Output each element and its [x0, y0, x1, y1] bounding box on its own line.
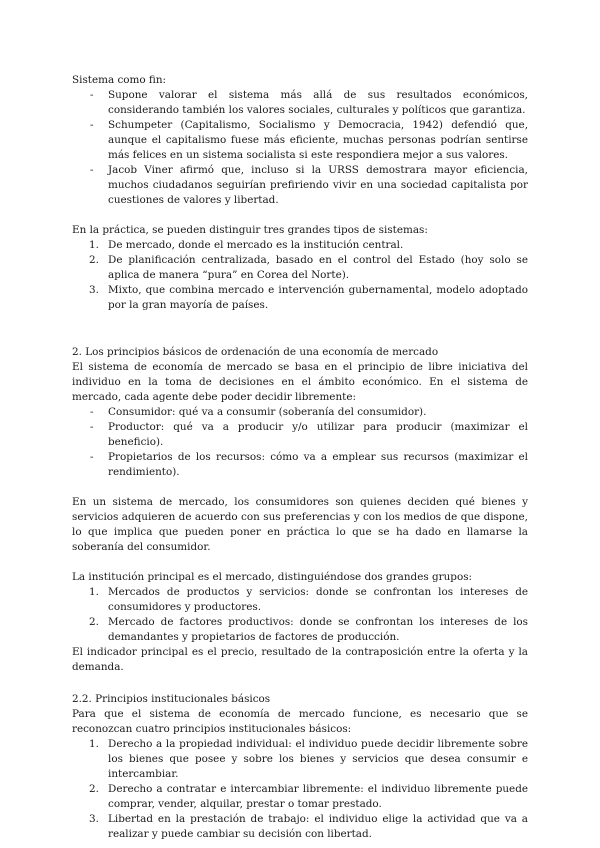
list-number: 2.: [89, 783, 99, 795]
list-item-text: De mercado, donde el mercado es la institución central.: [108, 239, 404, 251]
numbered-list-mercados: [72, 585, 528, 645]
list-item: [72, 585, 528, 615]
list-item: - Consumidor: qué va a consumir (soberanía del consumidor).: [72, 405, 528, 420]
list-item: [72, 812, 528, 842]
list-item: [72, 253, 528, 283]
list-item: - Jacob Viner afirmó que, incluso si la URSS demostrara mayor eficiencia, muchos ciudadanos seguirían prefiriendo vivir en una sociedad capitalista por cuestiones de valores y libertad.: [72, 163, 528, 208]
paragraph-principios-intro: Para que el sistema de economía de mercado funcione, es necesario que se reconozcan cuatro principios institucionales básicos:: [72, 708, 528, 735]
list-item: - Propietarios de los recursos: cómo va a emplear sus recursos (maximizar el rendimiento).: [72, 450, 528, 480]
list-item-text: Derecho a la propiedad individual: el individuo puede decidir libremente sobre los bienes que posee y sobre los bienes y servicios que desea consumir e intercambiar.: [108, 738, 528, 780]
document-page: [72, 73, 528, 842]
list-number: 3.: [89, 813, 99, 825]
section-heading-sistema-como-fin: Sistema como fin:: [72, 74, 167, 86]
list-item: [72, 782, 528, 812]
bullet-list-agentes: [72, 405, 528, 480]
paragraph-tipos-de-sistemas-intro: En la práctica, se pueden distinguir tres grandes tipos de sistemas:: [72, 224, 428, 236]
list-number: 2.: [89, 616, 99, 628]
list-item-text: De planificación centralizada, basado en el control del Estado (hoy solo se aplica de manera “pura” en Corea del Norte).: [108, 254, 528, 281]
list-item: [72, 737, 528, 782]
paragraph-indicador-precio: El indicador principal es el precio, resultado de la contraposición entre la oferta y la demanda.: [72, 646, 528, 673]
list-number: 3.: [89, 284, 99, 296]
paragraph-institucion-principal: La institución principal es el mercado, distinguiéndose dos grandes grupos:: [72, 571, 473, 583]
list-item: [72, 615, 528, 645]
list-item: - Schumpeter (Capitalismo, Socialismo y Democracia, 1942) defendió que, aunque el capitalismo fuese más eficiente, muchas personas podrían sentirse más felices en un sistema socialista si este respondiera mejor a sus valores.: [72, 118, 528, 163]
numbered-list-principios: [72, 737, 528, 842]
list-item-text: Mixto, que combina mercado e intervención gubernamental, modelo adoptado por la gran mayoría de países.: [108, 284, 528, 311]
list-item: - Productor: qué va a producir y/o utilizar para producir (maximizar el beneficio).: [72, 420, 528, 450]
list-item: - Supone valorar el sistema más allá de sus resultados económicos, considerando también los valores sociales, culturales y políticos que garantiza.: [72, 88, 528, 118]
list-item: [72, 238, 528, 253]
list-item-text: Mercados de productos y servicios: donde se confrontan los intereses de consumidores y productores.: [108, 586, 528, 613]
list-item-text: Libertad en la prestación de trabajo: el individuo elige la actividad que va a realizar y puede cambiar su decisión con libertad.: [108, 813, 528, 840]
bullet-list-sistema-como-fin: [72, 88, 528, 208]
list-number: 1.: [89, 586, 99, 598]
list-number: 1.: [89, 239, 99, 251]
section-heading-principios-institucionales: 2.2. Principios institucionales básicos: [72, 693, 271, 705]
list-item-text: Derecho a contratar e intercambiar libremente: el individuo libremente puede comprar, vender, alquilar, prestar o tomar prestado.: [108, 783, 528, 810]
list-number: 1.: [89, 738, 99, 750]
list-item: [72, 283, 528, 313]
section-heading-principios-basicos: 2. Los principios básicos de ordenación de una economía de mercado: [72, 346, 439, 358]
list-number: 2.: [89, 254, 99, 266]
paragraph-libre-iniciativa: El sistema de economía de mercado se basa en el principio de libre iniciativa del individuo en la toma de decisiones en el ámbito económico. En el sistema de mercado, cada agente debe poder decidir libremente:: [72, 361, 528, 403]
list-item-text: Mercado de factores productivos: donde se confrontan los intereses de los demandantes y propietarios de factores de producción.: [108, 616, 528, 643]
numbered-list-tipos-de-sistemas: [72, 238, 528, 313]
paragraph-soberania-consumidor: En un sistema de mercado, los consumidores son quienes deciden qué bienes y servicios adquieren de acuerdo con sus preferencias y con los medios de que dispone, lo que implica que pueden poner en práctica lo que se ha dado en llamarse la soberanía del consumidor.: [72, 496, 528, 553]
